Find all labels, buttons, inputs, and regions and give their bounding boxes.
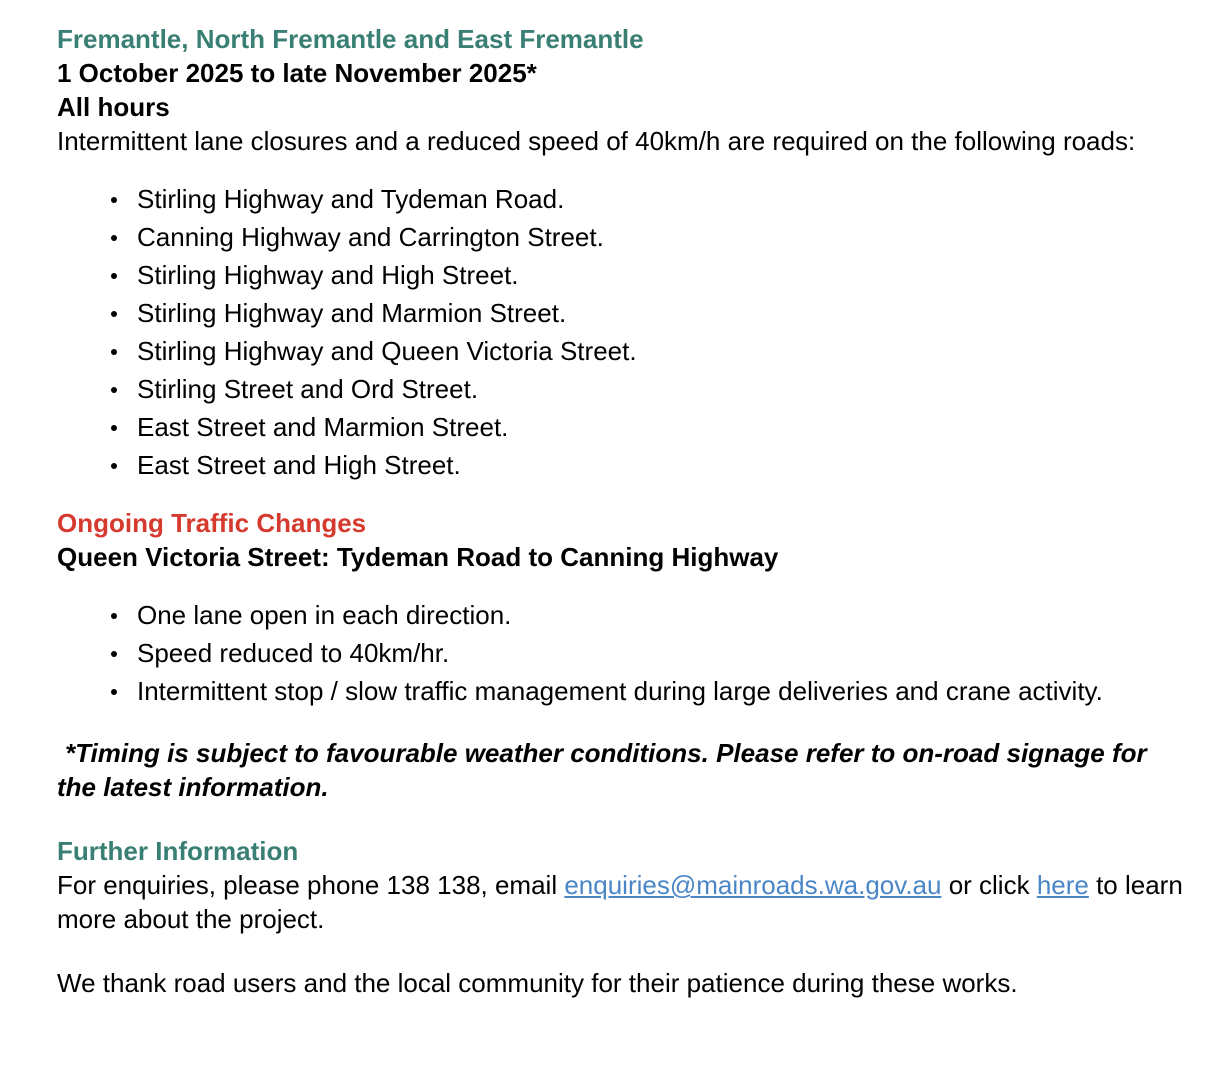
list-item: Speed reduced to 40km/hr. — [137, 634, 1188, 672]
list-item: Intermittent stop / slow traffic management during large deliveries and crane activity. — [137, 672, 1188, 710]
location-heading: Fremantle, North Fremantle and East Fremantle — [57, 24, 644, 54]
list-item: Stirling Highway and Marmion Street. — [137, 294, 1188, 332]
further-text-after: to learn more about the project. — [57, 870, 1183, 934]
ongoing-changes-list — [57, 596, 1188, 710]
here-link[interactable]: here — [1036, 870, 1089, 900]
timing-note: *Timing is subject to favourable weather conditions. Please refer to on-road signage for the latest information. — [57, 738, 1147, 802]
list-item: One lane open in each direction. — [137, 596, 1188, 634]
date-range: 1 October 2025 to late November 2025* — [57, 58, 537, 88]
ongoing-changes-subheading: Queen Victoria Street: Tydeman Road to Canning Highway — [57, 542, 779, 572]
closures-intro: Intermittent lane closures and a reduced speed of 40km/h are required on the following roads: — [57, 126, 1136, 156]
list-item: Canning Highway and Carrington Street. — [137, 218, 1188, 256]
list-item: Stirling Street and Ord Street. — [137, 370, 1188, 408]
list-item: East Street and High Street. — [137, 446, 1188, 484]
road-list — [57, 180, 1188, 484]
hours-label: All hours — [57, 92, 170, 122]
thanks-message: We thank road users and the local community for their patience during these works. — [57, 968, 1018, 998]
list-item: Stirling Highway and Tydeman Road. — [137, 180, 1188, 218]
further-info-heading: Further Information — [57, 836, 299, 866]
list-item: East Street and Marmion Street. — [137, 408, 1188, 446]
list-item: Stirling Highway and Queen Victoria Street. — [137, 332, 1188, 370]
email-link[interactable]: enquiries@mainroads.wa.gov.au — [564, 870, 942, 900]
further-text-middle: or click — [941, 870, 1037, 900]
list-item: Stirling Highway and High Street. — [137, 256, 1188, 294]
spacer — [57, 484, 1188, 506]
further-info-text — [57, 868, 1188, 936]
further-text-before: For enquiries, please phone 138 138, email — [57, 870, 565, 900]
ongoing-changes-heading: Ongoing Traffic Changes — [57, 508, 367, 538]
